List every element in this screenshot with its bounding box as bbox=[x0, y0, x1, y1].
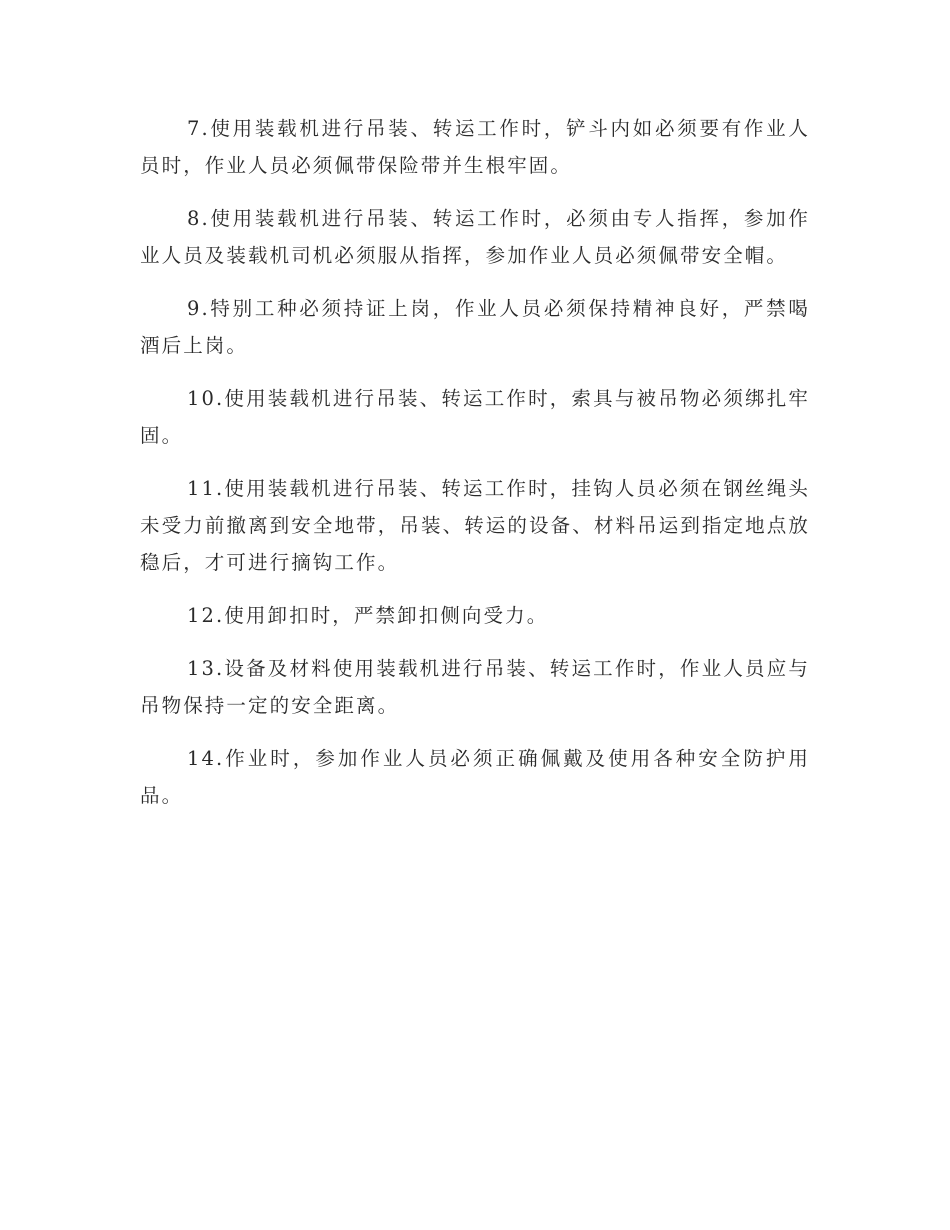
paragraph-item-14: 14.作业时，参加作业人员必须正确佩戴及使用各种安全防护用品。 bbox=[140, 747, 810, 807]
paragraph-item-7: 7.使用装载机进行吊装、转运工作时，铲斗内如必须要有作业人员时，作业人员必须佩带保险带并生根牢固。 bbox=[140, 117, 810, 177]
paragraph-item-9: 9.特别工种必须持证上岗，作业人员必须保持精神良好，严禁喝酒后上岗。 bbox=[140, 297, 810, 357]
paragraph-item-12: 12.使用卸扣时，严禁卸扣侧向受力。 bbox=[187, 604, 549, 627]
paragraph-item-11: 11.使用装载机进行吊装、转运工作时，挂钩人员必须在钢丝绳头未受力前撤离到安全地带，吊装、转运的设备、材料吊运到指定地点放稳后，才可进行摘钩工作。 bbox=[140, 477, 810, 574]
document-body bbox=[140, 110, 810, 830]
paragraph-item-8: 8.使用装载机进行吊装、转运工作时，必须由专人指挥，参加作业人员及装载机司机必须服从指挥，参加作业人员必须佩带安全帽。 bbox=[140, 207, 810, 267]
paragraph-item-10: 10.使用装载机进行吊装、转运工作时，索具与被吊物必须绑扎牢固。 bbox=[140, 387, 810, 447]
paragraph-item-13: 13.设备及材料使用装载机进行吊装、转运工作时，作业人员应与吊物保持一定的安全距离。 bbox=[140, 657, 810, 717]
